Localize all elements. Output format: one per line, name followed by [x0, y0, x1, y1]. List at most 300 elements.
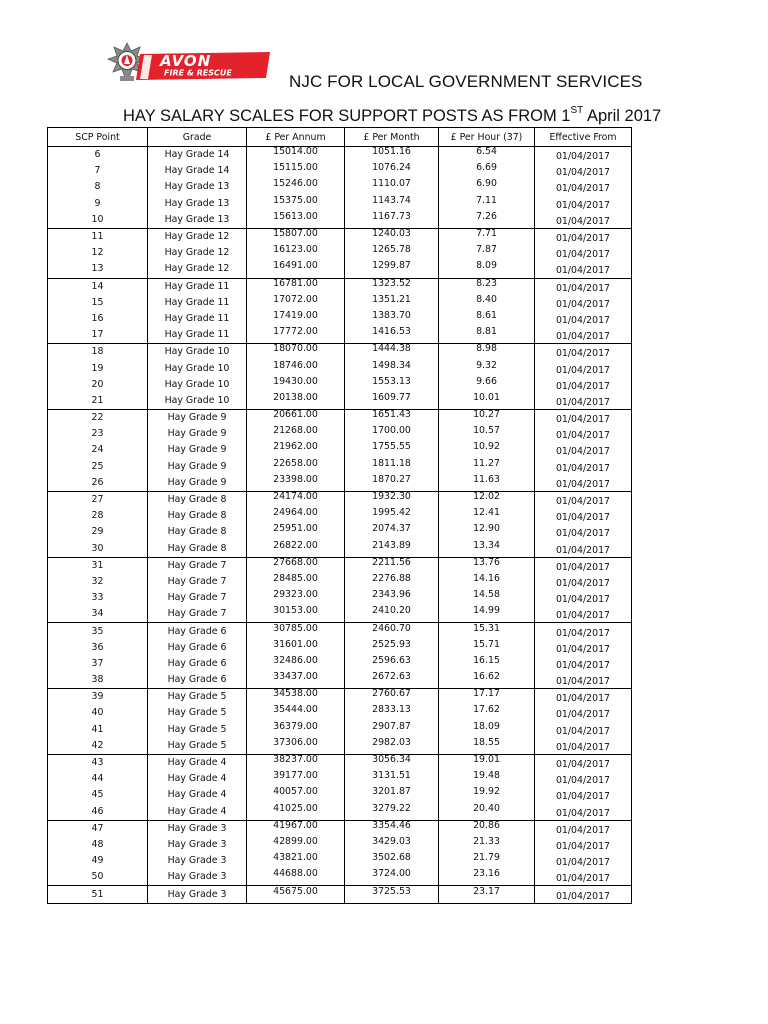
per-month-text: 1609.77	[372, 391, 411, 403]
scp-point-text: 27	[91, 494, 104, 506]
per-hour-text: 10.92	[473, 441, 500, 453]
effective-from-text: 01/04/2017	[555, 528, 611, 540]
scp-point-text: 17	[91, 329, 104, 341]
per-annum-text: 15246.00	[273, 178, 318, 190]
grade-text: Hay Grade 4	[167, 789, 227, 801]
scp-point-text: 51	[91, 888, 104, 900]
per-month-text: 2143.89	[372, 539, 411, 551]
scp-point-text: 47	[91, 822, 104, 834]
scp-point-text: 34	[91, 608, 104, 620]
effective-from-text: 01/04/2017	[555, 215, 611, 227]
per-hour-text: 6.54	[476, 146, 497, 158]
grade-cell	[148, 820, 247, 837]
scp-point-text: 40	[91, 707, 104, 719]
grade-cell	[148, 853, 247, 869]
per-month-text: 3056.34	[372, 754, 411, 766]
effective-from-cell	[535, 574, 632, 590]
effective-from-text: 01/04/2017	[555, 462, 611, 474]
grade-text: Hay Grade 12	[164, 263, 230, 275]
grade-cell	[148, 459, 247, 475]
per-hour-text: 21.79	[473, 852, 500, 864]
grade-text: Hay Grade 11	[164, 280, 230, 292]
effective-from-cell	[535, 344, 632, 361]
scp-point-text: 22	[91, 412, 104, 424]
scp-point-text: 39	[91, 691, 104, 703]
scp-point-cell	[48, 426, 148, 442]
scp-point-text: 45	[91, 789, 104, 801]
effective-from-text: 01/04/2017	[555, 840, 611, 852]
page-heading-suffix: April 2017	[583, 107, 662, 125]
effective-from-cell	[535, 147, 632, 164]
grade-text: Hay Grade 4	[167, 773, 227, 785]
effective-from-cell	[535, 179, 632, 195]
scp-point-text: 6	[94, 149, 101, 161]
per-annum-text: 34538.00	[273, 688, 318, 700]
per-month-text: 2672.63	[372, 671, 411, 683]
scp-point-text: 14	[91, 280, 104, 292]
effective-from-cell	[535, 672, 632, 689]
per-month-text: 2907.87	[372, 720, 411, 732]
effective-from-text: 01/04/2017	[555, 478, 611, 490]
scp-point-cell	[48, 541, 148, 558]
per-month-text: 1323.52	[372, 277, 411, 289]
per-month-text: 3725.53	[372, 885, 411, 897]
grade-text: Hay Grade 9	[167, 476, 227, 488]
scp-point-cell	[48, 377, 148, 393]
effective-from-cell	[535, 261, 632, 278]
per-month-text: 1995.42	[372, 507, 411, 519]
scp-point-text: 28	[91, 510, 104, 522]
per-annum-text: 18746.00	[273, 359, 318, 371]
scp-point-text: 10	[91, 213, 104, 225]
effective-from-text: 01/04/2017	[555, 151, 611, 163]
per-month-text: 1351.21	[372, 293, 411, 305]
effective-from-cell	[535, 606, 632, 623]
grade-text: Hay Grade 6	[167, 657, 227, 669]
grade-cell	[148, 212, 247, 229]
per-hour-text: 7.71	[476, 228, 497, 240]
scp-point-cell	[48, 491, 148, 508]
effective-from-cell	[535, 196, 632, 212]
grade-cell	[148, 393, 247, 410]
scp-point-cell	[48, 656, 148, 672]
effective-from-text: 01/04/2017	[555, 857, 611, 869]
effective-from-text: 01/04/2017	[555, 709, 611, 721]
per-month-text: 3131.51	[372, 770, 411, 782]
per-month-text: 3201.87	[372, 786, 411, 798]
per-hour-text: 9.32	[476, 359, 497, 371]
effective-from-cell	[535, 245, 632, 261]
grade-cell	[148, 640, 247, 656]
per-hour-text: 10.27	[473, 409, 500, 421]
per-month-text: 1870.27	[372, 473, 411, 485]
scp-point-cell	[48, 179, 148, 195]
scp-point-text: 42	[91, 739, 104, 751]
scp-point-text: 11	[91, 231, 104, 243]
effective-from-text: 01/04/2017	[555, 759, 611, 771]
scp-point-cell	[48, 722, 148, 738]
effective-from-text: 01/04/2017	[555, 610, 611, 622]
grade-text: Hay Grade 5	[167, 723, 227, 735]
effective-from-cell	[535, 623, 632, 640]
org-title: NJC FOR LOCAL GOVERNMENT SERVICES	[289, 72, 643, 91]
scp-point-cell	[48, 410, 148, 427]
per-hour-text: 21.33	[473, 835, 500, 847]
effective-from-text: 01/04/2017	[555, 167, 611, 179]
scp-point-cell	[48, 327, 148, 344]
scp-point-cell	[48, 837, 148, 853]
per-month-text: 2525.93	[372, 638, 411, 650]
scp-point-text: 49	[91, 855, 104, 867]
effective-from-cell	[535, 459, 632, 475]
per-annum-text: 16123.00	[273, 244, 318, 256]
per-hour-text: 20.86	[473, 819, 500, 831]
effective-from-cell	[535, 886, 632, 903]
per-month-text: 1240.03	[372, 228, 411, 240]
per-annum-text: 26822.00	[273, 539, 318, 551]
grade-cell	[148, 163, 247, 179]
per-month-text: 2833.13	[372, 704, 411, 716]
per-hour-text: 8.40	[476, 293, 497, 305]
logo-subtext: FIRE & RESCUE	[164, 68, 232, 78]
per-annum-text: 15807.00	[273, 228, 318, 240]
effective-from-text: 01/04/2017	[555, 380, 611, 392]
logo-text: AVON	[160, 52, 212, 70]
scp-point-text: 29	[91, 526, 104, 538]
per-month-cell	[345, 886, 439, 903]
scp-point-text: 25	[91, 460, 104, 472]
grade-cell	[148, 524, 247, 540]
per-hour-text: 10.01	[473, 391, 500, 403]
per-annum-text: 45675.00	[273, 885, 318, 897]
grade-text: Hay Grade 6	[167, 625, 227, 637]
effective-from-text: 01/04/2017	[555, 183, 611, 195]
per-month-text: 2074.37	[372, 523, 411, 535]
effective-from-cell	[535, 557, 632, 574]
per-annum-text: 27668.00	[273, 556, 318, 568]
grade-text: Hay Grade 3	[167, 855, 227, 867]
per-hour-text: 7.87	[476, 244, 497, 256]
grade-text: Hay Grade 13	[164, 197, 230, 209]
per-annum-text: 39177.00	[273, 770, 318, 782]
per-hour-text: 11.63	[473, 473, 500, 485]
per-hour-text: 7.26	[476, 210, 497, 222]
scp-point-cell	[48, 787, 148, 803]
scp-point-text: 44	[91, 773, 104, 785]
grade-cell	[148, 196, 247, 212]
per-annum-text: 15115.00	[273, 162, 318, 174]
per-hour-text: 15.31	[473, 622, 500, 634]
grade-cell	[148, 738, 247, 755]
scp-point-cell	[48, 623, 148, 640]
effective-from-text: 01/04/2017	[555, 643, 611, 655]
scp-point-text: 16	[91, 312, 104, 324]
per-month-text: 3502.68	[372, 852, 411, 864]
grade-cell	[148, 245, 247, 261]
effective-from-text: 01/04/2017	[555, 331, 611, 343]
salary-scale-table	[47, 127, 632, 904]
per-annum-text: 28485.00	[273, 572, 318, 584]
effective-from-text: 01/04/2017	[555, 298, 611, 310]
per-month-text: 2982.03	[372, 736, 411, 748]
grade-text: Hay Grade 10	[164, 394, 230, 406]
grade-text: Hay Grade 7	[167, 592, 227, 604]
scp-point-text: 43	[91, 757, 104, 769]
effective-from-cell	[535, 360, 632, 376]
avon-fire-rescue-logo	[104, 42, 272, 88]
scp-point-cell	[48, 393, 148, 410]
per-annum-text: 23398.00	[273, 473, 318, 485]
per-month-text: 1651.43	[372, 409, 411, 421]
grade-text: Hay Grade 7	[167, 575, 227, 587]
per-hour-text: 14.16	[473, 572, 500, 584]
effective-from-cell	[535, 722, 632, 738]
grade-cell	[148, 804, 247, 821]
effective-from-text: 01/04/2017	[555, 807, 611, 819]
per-hour-text: 8.23	[476, 277, 497, 289]
scp-point-text: 21	[91, 394, 104, 406]
effective-from-text: 01/04/2017	[555, 512, 611, 524]
per-month-text: 1051.16	[372, 146, 411, 158]
page-heading-prefix: HAY SALARY SCALES FOR SUPPORT POSTS AS FROM 1	[123, 107, 571, 125]
per-annum-text: 43821.00	[273, 852, 318, 864]
effective-from-text: 01/04/2017	[555, 577, 611, 589]
column-header-scp-point: SCP Point	[48, 128, 148, 147]
grade-cell	[148, 754, 247, 771]
per-hour-text: 19.01	[473, 754, 500, 766]
scp-point-cell	[48, 869, 148, 886]
effective-from-cell	[535, 853, 632, 869]
grade-cell	[148, 344, 247, 361]
per-month-text: 3354.46	[372, 819, 411, 831]
scp-point-cell	[48, 820, 148, 837]
per-annum-text: 16491.00	[273, 260, 318, 272]
scp-point-cell	[48, 459, 148, 475]
scp-point-cell	[48, 804, 148, 821]
grade-cell	[148, 672, 247, 689]
scp-point-cell	[48, 574, 148, 590]
effective-from-text: 01/04/2017	[555, 249, 611, 261]
per-annum-text: 40057.00	[273, 786, 318, 798]
scp-point-cell	[48, 853, 148, 869]
per-annum-text: 21962.00	[273, 441, 318, 453]
scp-point-cell	[48, 705, 148, 721]
per-annum-text: 20138.00	[273, 391, 318, 403]
per-month-text: 1498.34	[372, 359, 411, 371]
per-annum-text: 37306.00	[273, 736, 318, 748]
grade-cell	[148, 574, 247, 590]
scp-point-cell	[48, 475, 148, 492]
scp-point-cell	[48, 557, 148, 574]
effective-from-text: 01/04/2017	[555, 775, 611, 787]
scp-point-cell	[48, 442, 148, 458]
per-month-text: 1265.78	[372, 244, 411, 256]
per-hour-text: 12.90	[473, 523, 500, 535]
scp-point-text: 48	[91, 838, 104, 850]
effective-from-cell	[535, 278, 632, 295]
effective-from-cell	[535, 689, 632, 706]
per-annum-text: 36379.00	[273, 720, 318, 732]
scp-point-cell	[48, 606, 148, 623]
table-row	[48, 886, 632, 903]
scp-point-text: 33	[91, 592, 104, 604]
scp-point-cell	[48, 295, 148, 311]
effective-from-cell	[535, 738, 632, 755]
per-annum-text: 17072.00	[273, 293, 318, 305]
scp-point-text: 38	[91, 674, 104, 686]
per-annum-text: 29323.00	[273, 589, 318, 601]
page-heading-superscript: ST	[570, 105, 584, 116]
per-hour-text: 23.17	[473, 885, 500, 897]
grade-text: Hay Grade 9	[167, 412, 227, 424]
grade-text: Hay Grade 5	[167, 707, 227, 719]
effective-from-text: 01/04/2017	[555, 199, 611, 211]
scp-point-text: 12	[91, 247, 104, 259]
per-annum-text: 17419.00	[273, 309, 318, 321]
grade-text: Hay Grade 8	[167, 510, 227, 522]
grade-text: Hay Grade 3	[167, 822, 227, 834]
per-annum-text: 18070.00	[273, 343, 318, 355]
scp-point-cell	[48, 245, 148, 261]
scp-point-cell	[48, 228, 148, 245]
scp-point-cell	[48, 196, 148, 212]
grade-cell	[148, 722, 247, 738]
grade-text: Hay Grade 9	[167, 460, 227, 472]
per-annum-text: 20661.00	[273, 409, 318, 421]
scp-point-cell	[48, 360, 148, 376]
per-hour-text: 8.61	[476, 309, 497, 321]
effective-from-text: 01/04/2017	[555, 282, 611, 294]
grade-cell	[148, 787, 247, 803]
scp-point-text: 32	[91, 575, 104, 587]
table-body	[48, 147, 632, 904]
scp-point-cell	[48, 689, 148, 706]
per-annum-text: 15375.00	[273, 194, 318, 206]
per-month-text: 1167.73	[372, 210, 411, 222]
per-annum-text: 21268.00	[273, 425, 318, 437]
per-hour-text: 14.99	[473, 605, 500, 617]
effective-from-text: 01/04/2017	[555, 890, 611, 902]
scp-point-text: 46	[91, 805, 104, 817]
grade-cell	[148, 606, 247, 623]
scp-point-cell	[48, 212, 148, 229]
page-heading	[123, 107, 661, 126]
per-hour-text: 11.27	[473, 457, 500, 469]
scp-point-text: 24	[91, 444, 104, 456]
grade-cell	[148, 179, 247, 195]
per-hour-text: 20.40	[473, 802, 500, 814]
scp-point-cell	[48, 344, 148, 361]
effective-from-text: 01/04/2017	[555, 314, 611, 326]
effective-from-cell	[535, 311, 632, 327]
per-hour-text: 14.58	[473, 589, 500, 601]
per-month-text: 1299.87	[372, 260, 411, 272]
effective-from-cell	[535, 377, 632, 393]
scp-point-text: 13	[91, 263, 104, 275]
per-hour-text: 17.62	[473, 704, 500, 716]
scp-point-cell	[48, 261, 148, 278]
grade-cell	[148, 327, 247, 344]
grade-text: Hay Grade 9	[167, 444, 227, 456]
effective-from-text: 01/04/2017	[555, 824, 611, 836]
scp-point-text: 7	[94, 165, 101, 177]
effective-from-cell	[535, 491, 632, 508]
per-month-text: 1553.13	[372, 375, 411, 387]
effective-from-cell	[535, 804, 632, 821]
scp-point-text: 19	[91, 362, 104, 374]
per-month-text: 3429.03	[372, 835, 411, 847]
grade-text: Hay Grade 10	[164, 362, 230, 374]
per-month-text: 1755.55	[372, 441, 411, 453]
scp-point-cell	[48, 754, 148, 771]
effective-from-cell	[535, 327, 632, 344]
grade-text: Hay Grade 5	[167, 691, 227, 703]
effective-from-cell	[535, 787, 632, 803]
effective-from-cell	[535, 295, 632, 311]
effective-from-cell	[535, 475, 632, 492]
per-month-text: 2211.56	[372, 556, 411, 568]
per-annum-text: 35444.00	[273, 704, 318, 716]
grade-text: Hay Grade 8	[167, 494, 227, 506]
grade-text: Hay Grade 11	[164, 312, 230, 324]
grade-text: Hay Grade 7	[167, 559, 227, 571]
grade-cell	[148, 508, 247, 524]
effective-from-text: 01/04/2017	[555, 561, 611, 573]
grade-cell	[148, 557, 247, 574]
grade-cell	[148, 869, 247, 886]
per-annum-text: 44688.00	[273, 868, 318, 880]
effective-from-text: 01/04/2017	[555, 414, 611, 426]
per-month-text: 2276.88	[372, 572, 411, 584]
grade-text: Hay Grade 7	[167, 608, 227, 620]
effective-from-text: 01/04/2017	[555, 348, 611, 360]
scp-point-cell	[48, 163, 148, 179]
per-annum-text: 24174.00	[273, 491, 318, 503]
effective-from-cell	[535, 541, 632, 558]
per-hour-text: 7.11	[476, 194, 497, 206]
per-hour-text: 19.92	[473, 786, 500, 798]
scp-point-text: 18	[91, 346, 104, 358]
effective-from-cell	[535, 754, 632, 771]
effective-from-cell	[535, 524, 632, 540]
grade-text: Hay Grade 9	[167, 428, 227, 440]
per-annum-text: 30785.00	[273, 622, 318, 634]
effective-from-text: 01/04/2017	[555, 364, 611, 376]
per-annum-text: 16781.00	[273, 277, 318, 289]
scp-point-cell	[48, 738, 148, 755]
grade-text: Hay Grade 6	[167, 641, 227, 653]
per-month-text: 1444.38	[372, 343, 411, 355]
per-annum-cell	[247, 886, 345, 903]
per-annum-text: 32486.00	[273, 654, 318, 666]
effective-from-text: 01/04/2017	[555, 430, 611, 442]
grade-text: Hay Grade 12	[164, 231, 230, 243]
per-annum-text: 38237.00	[273, 754, 318, 766]
per-month-text: 1811.18	[372, 457, 411, 469]
grade-cell	[148, 377, 247, 393]
grade-cell	[148, 837, 247, 853]
per-month-text: 2760.67	[372, 688, 411, 700]
scp-point-text: 23	[91, 428, 104, 440]
per-month-text: 1076.24	[372, 162, 411, 174]
effective-from-cell	[535, 771, 632, 787]
effective-from-cell	[535, 656, 632, 672]
per-month-text: 2596.63	[372, 654, 411, 666]
effective-from-text: 01/04/2017	[555, 233, 611, 245]
scp-point-cell	[48, 771, 148, 787]
grade-cell	[148, 147, 247, 164]
per-hour-text: 12.41	[473, 507, 500, 519]
